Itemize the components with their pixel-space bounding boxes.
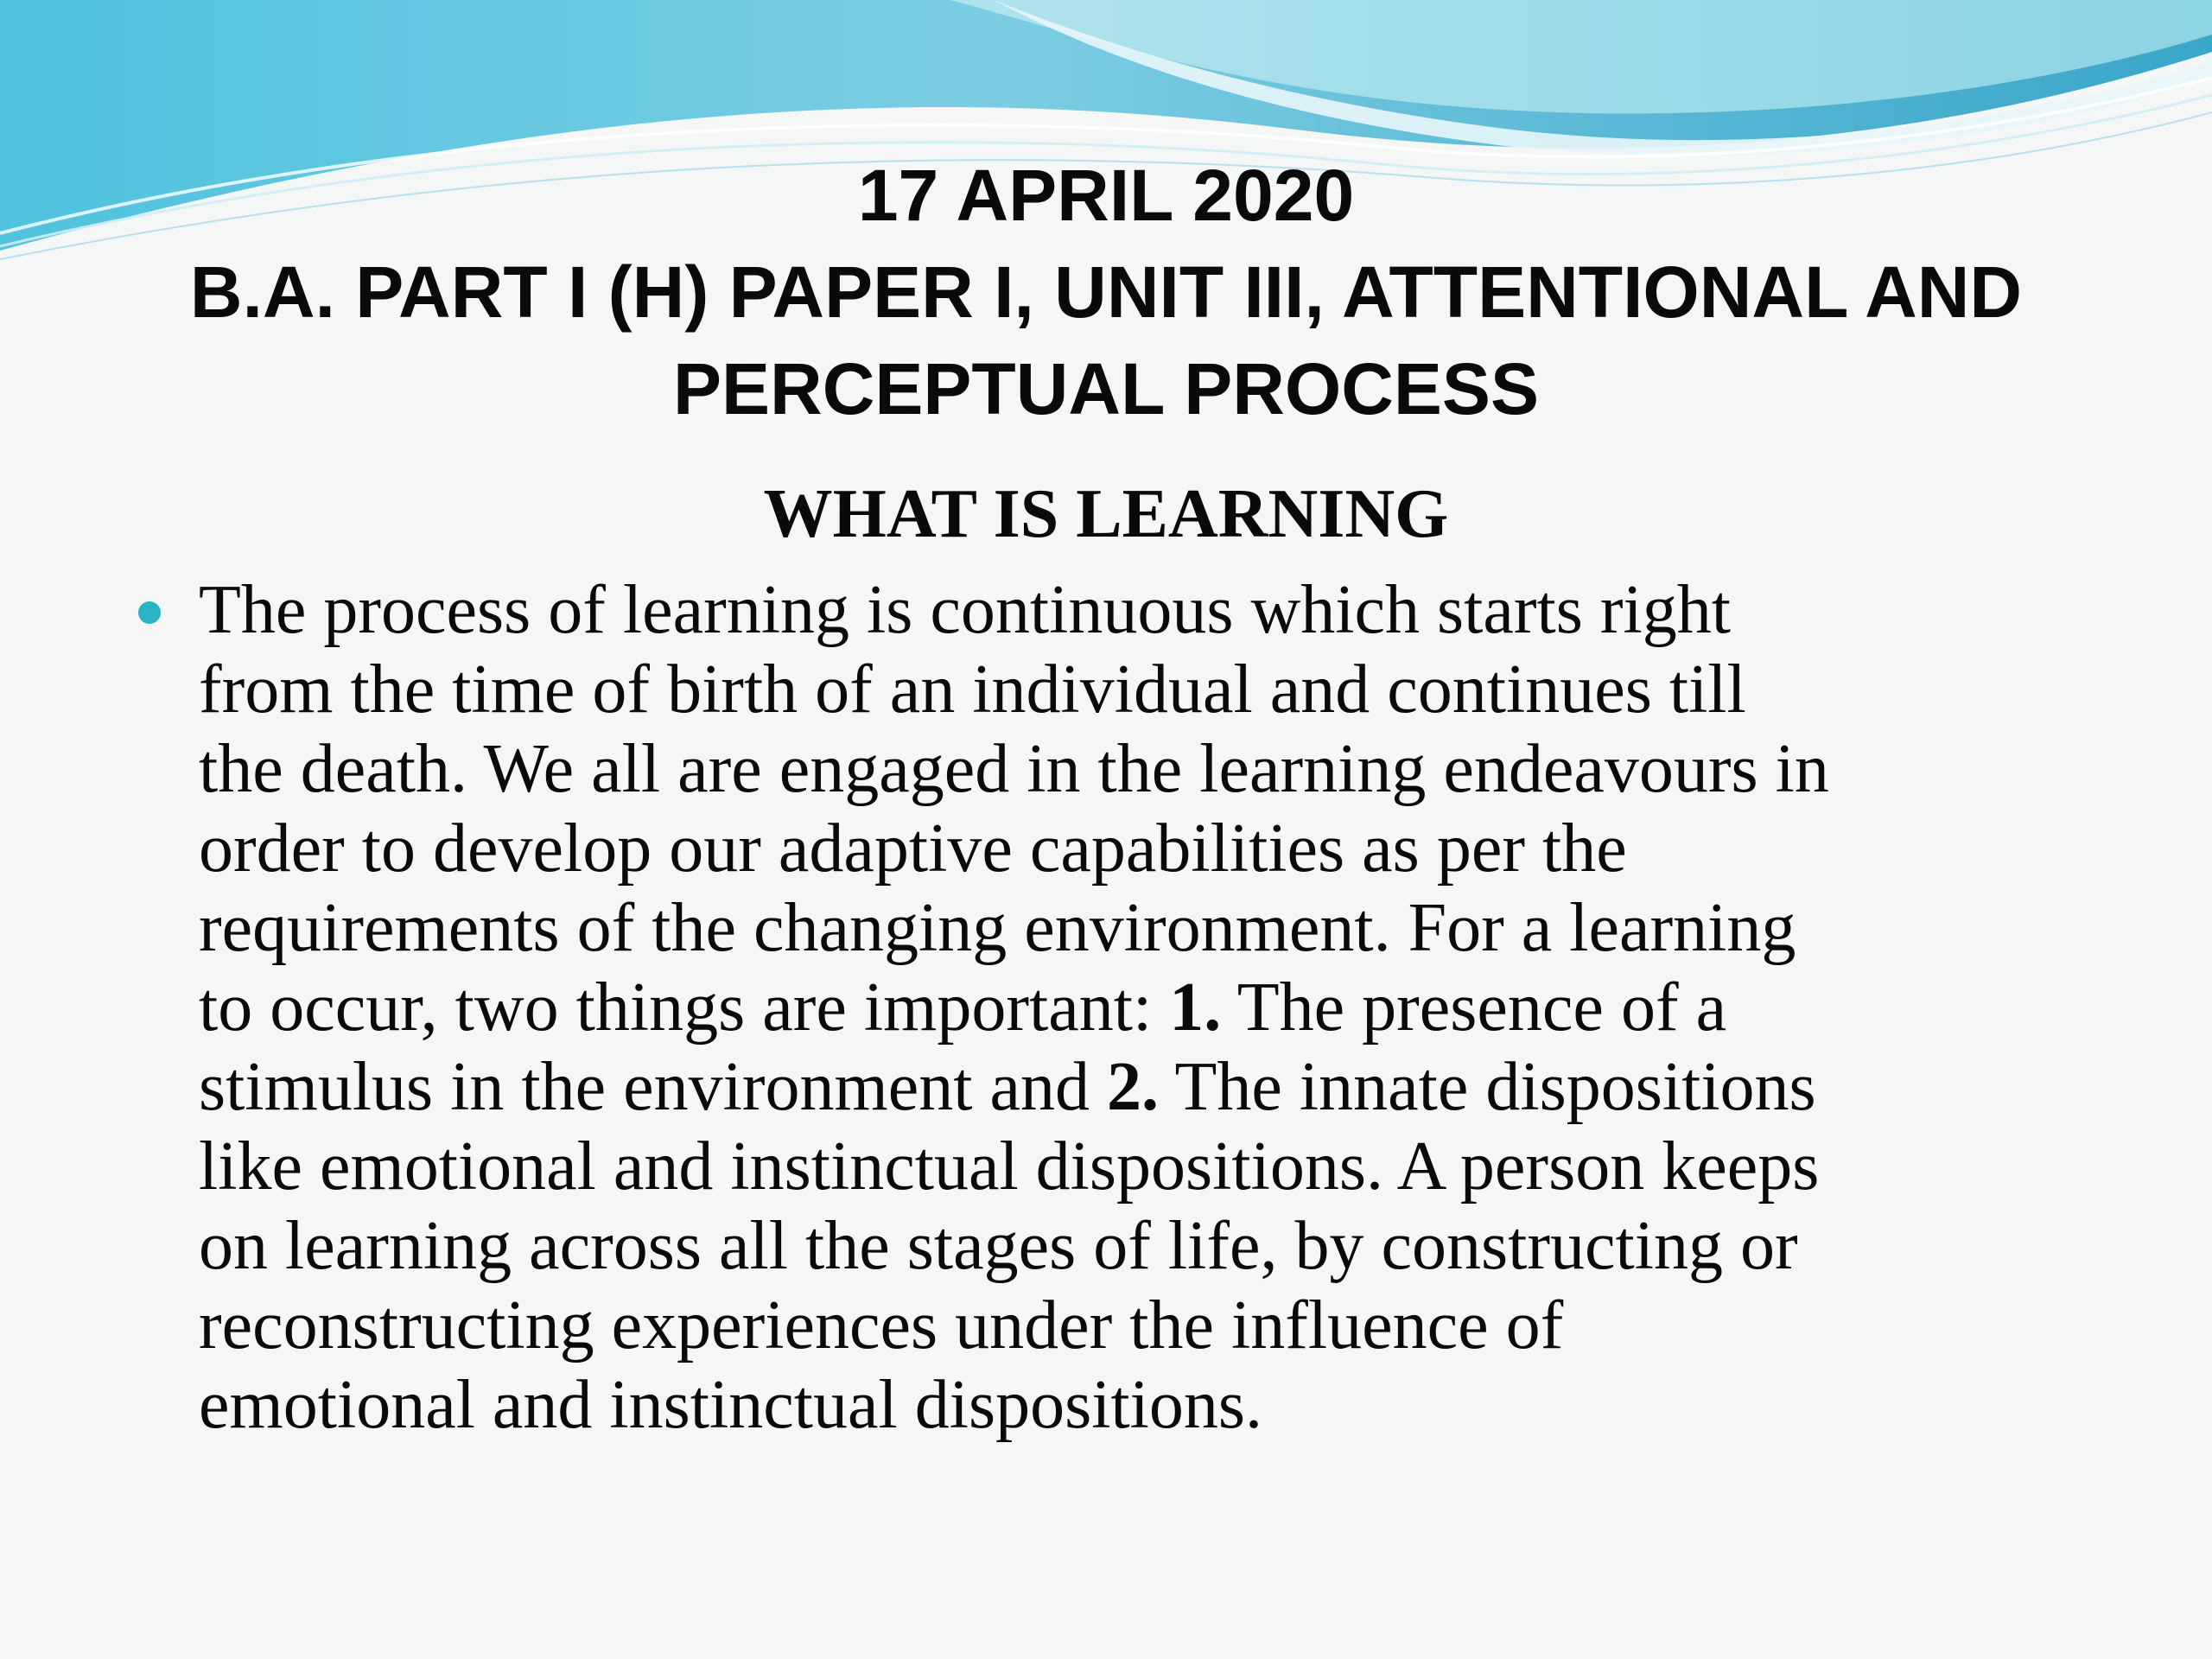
title-line-topic: PERCEPTUAL PROCESS xyxy=(673,348,1539,429)
title-line-date: 17 APRIL 2020 xyxy=(857,155,1355,236)
text-line: requirements of the changing environment. For a learning xyxy=(199,890,1796,966)
text-line: emotional and instinctual dispositions. xyxy=(199,1367,1263,1443)
text-line: order to develop our adaptive capabilities as per the xyxy=(199,810,1627,887)
slide-subtitle: WHAT IS LEARNING xyxy=(763,476,1449,552)
bullet-item xyxy=(138,570,2126,1445)
text-line: from the time of birth of an individual and continues till xyxy=(199,652,1746,728)
numbered-point-2: 2. xyxy=(1106,1049,1159,1125)
text-line: stimulus in the environment and 2. The innate dispositions xyxy=(199,1049,1816,1125)
slide-title xyxy=(0,147,2212,437)
text-line: on learning across all the stages of life, by constructing or xyxy=(199,1208,1798,1284)
text-line: reconstructing experiences under the influence of xyxy=(199,1287,1564,1363)
text-line: The process of learning is continuous which starts right xyxy=(199,572,1731,648)
bullet-paragraph xyxy=(199,570,2126,1445)
bullet-dot-icon xyxy=(138,601,161,624)
numbered-point-1: 1. xyxy=(1169,969,1222,1046)
text-line: the death. We all are engaged in the learning endeavours in xyxy=(199,731,1829,807)
slide-content xyxy=(138,570,2126,1445)
text-line: to occur, two things are important: 1. The presence of a xyxy=(199,969,1727,1046)
title-line-course: B.A. PART I (H) PAPER I, UNIT III, ATTENTIONAL AND xyxy=(189,251,2023,333)
text-line: like emotional and instinctual dispositions. A person keeps xyxy=(199,1128,1820,1205)
